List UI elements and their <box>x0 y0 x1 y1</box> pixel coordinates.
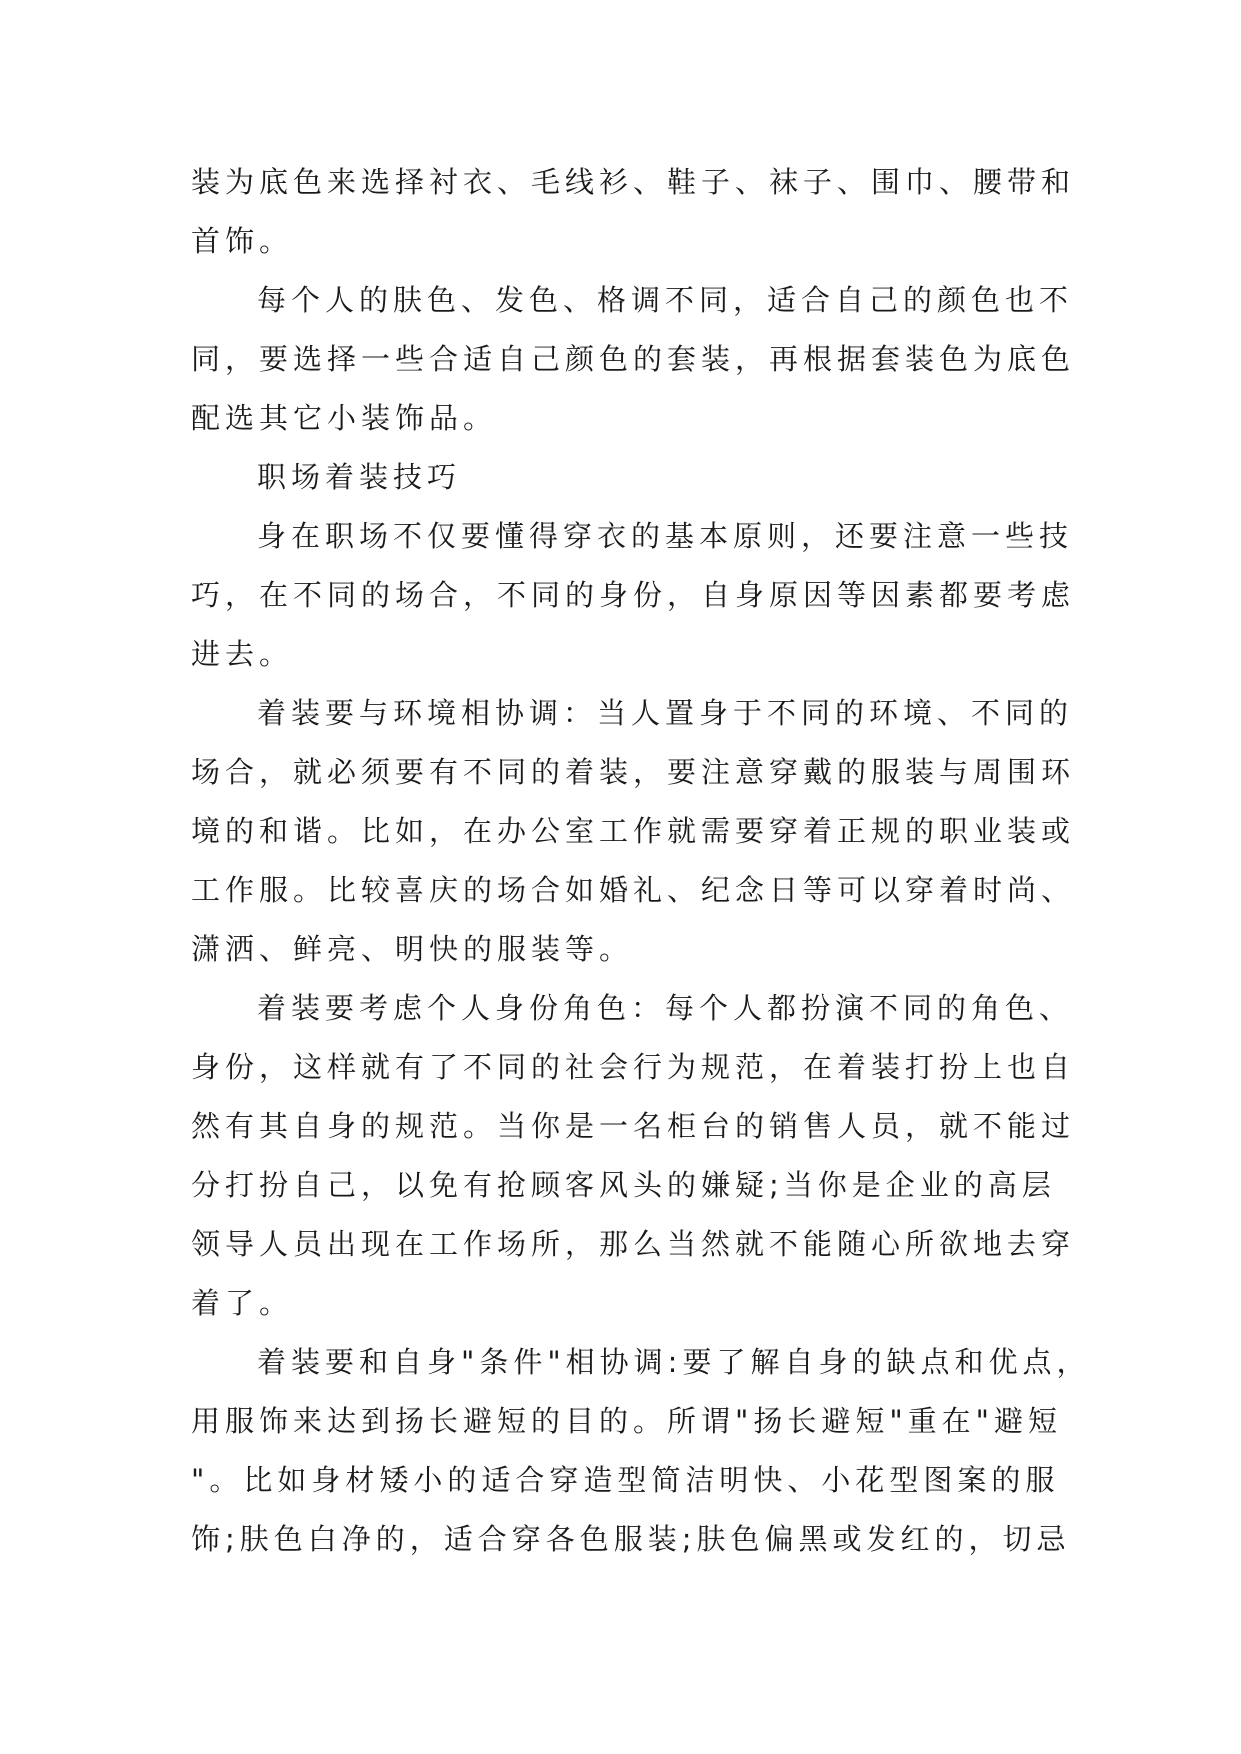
paragraph-start-line: 每个人的肤色、发色、格调不同，适合自己的颜色也不 <box>257 283 1074 317</box>
text-line: 进去。 <box>191 637 294 671</box>
text-line: 巧，在不同的场合，不同的身份，自身原因等因素都要考虑 <box>191 578 1076 612</box>
text-line: 工作服。比较喜庆的场合如婚礼、纪念日等可以穿着时尚、 <box>191 873 1076 907</box>
text-line: 境的和谐。比如，在办公室工作就需要穿着正规的职业装或 <box>191 814 1076 848</box>
text-line: 配选其它小装饰品。 <box>191 401 498 435</box>
document-body <box>191 153 1091 1569</box>
paragraph-start-line: 着装要和自身"条件"相协调:要了解自身的缺点和优点， <box>257 1345 1091 1379</box>
paragraph-start-line: 着装要考虑个人身份角色：每个人都扮演不同的角色、 <box>257 991 1074 1025</box>
text-line: 场合，就必须要有不同的着装，要注意穿戴的服装与周围环 <box>191 755 1076 789</box>
text-line: 首饰。 <box>191 224 294 258</box>
paragraph-start-line: 身在职场不仅要懂得穿衣的基本原则，还要注意一些技 <box>257 519 1074 553</box>
text-line: 着了。 <box>191 1286 294 1320</box>
text-line: 潇洒、鲜亮、明快的服装等。 <box>191 932 634 966</box>
text-line: "。比如身材矮小的适合穿造型简洁明快、小花型图案的服 <box>191 1463 1060 1497</box>
text-line: 身份，这样就有了不同的社会行为规范，在着装打扮上也自 <box>191 1050 1076 1084</box>
text-line: 分打扮自己，以免有抢顾客风头的嫌疑;当你是企业的高层 <box>191 1168 1056 1202</box>
text-line: 饰;肤色白净的，适合穿各色服装;肤色偏黑或发红的，切忌 <box>191 1522 1071 1556</box>
text-line: 领导人员出现在工作场所，那么当然就不能随心所欲地去穿 <box>191 1227 1076 1261</box>
text-line: 然有其自身的规范。当你是一名柜台的销售人员，就不能过 <box>191 1109 1076 1143</box>
text-line: 装为底色来选择衬衣、毛线衫、鞋子、袜子、围巾、腰带和 <box>191 165 1076 199</box>
text-line: 用服饰来达到扬长避短的目的。所谓"扬长避短"重在"避短 <box>191 1404 1063 1438</box>
paragraph-start-line: 着装要与环境相协调：当人置身于不同的环境、不同的 <box>257 696 1074 730</box>
text-line: 同，要选择一些合适自己颜色的套装，再根据套装色为底色 <box>191 342 1076 376</box>
section-heading: 职场着装技巧 <box>257 460 462 494</box>
